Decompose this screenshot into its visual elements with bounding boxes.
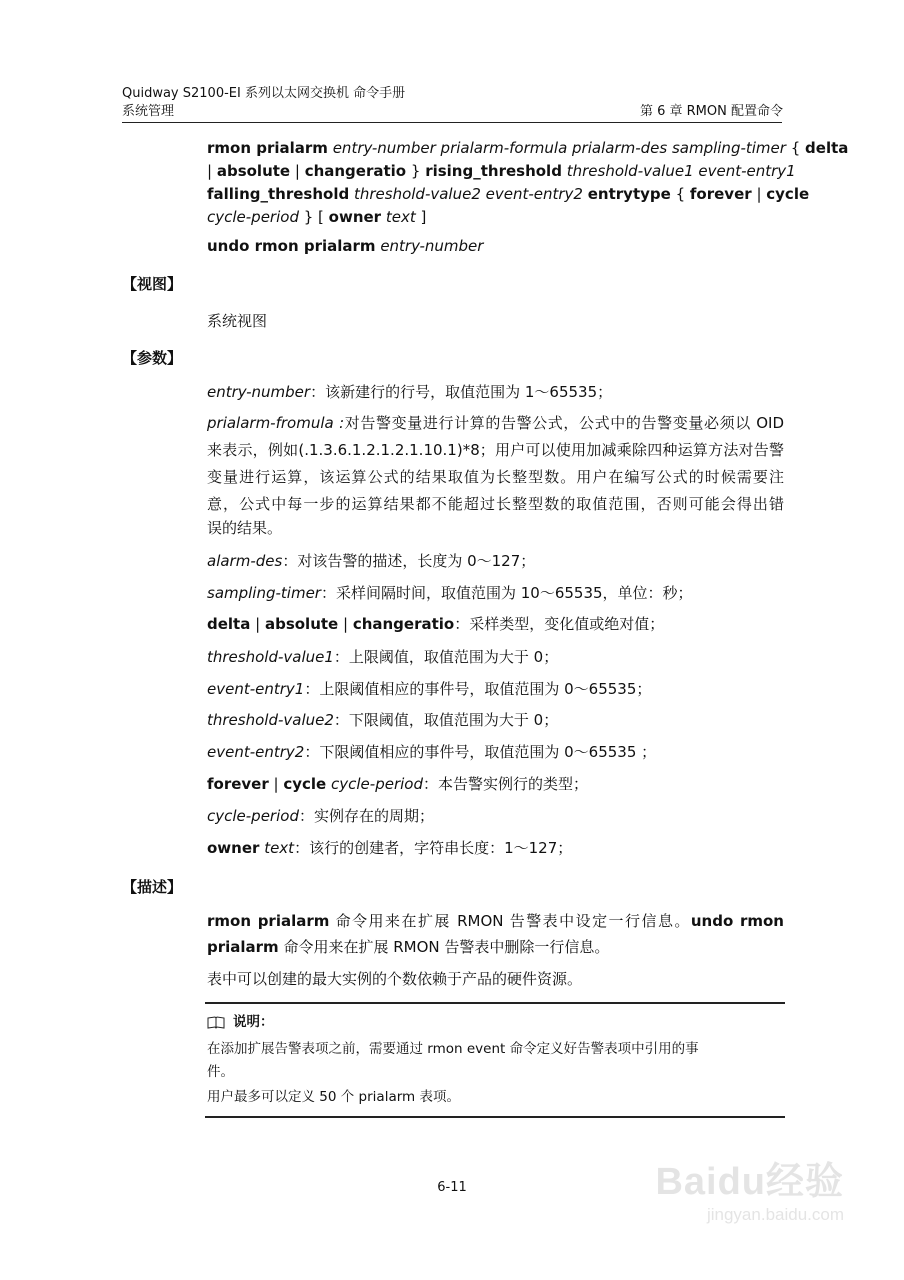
header-divider: [122, 122, 782, 123]
syntax-line-4: [207, 207, 426, 227]
cmd-args: entry-number: [375, 237, 484, 255]
note-line-3: 用户最多可以定义 50 个 prialarm 表项。: [207, 1089, 460, 1105]
param-name: prialarm-fromula :: [207, 414, 345, 432]
doc-section: 系统管理: [122, 104, 175, 119]
cmd-keyword: undo rmon prialarm: [207, 237, 376, 255]
cmd-keyword: rmon prialarm: [207, 139, 328, 157]
note-header: [207, 1013, 274, 1031]
param-sep: |: [268, 775, 284, 793]
param-event-entry1: [207, 679, 651, 699]
note-line-2: 件。: [207, 1064, 234, 1080]
desc-line-1: [207, 911, 784, 931]
param-formula-line-2: 来表示，例如(.1.3.6.1.2.1.2.1.10.1)*8；用户可以使用加减乘除四种运算方法对告警: [207, 441, 784, 459]
cmd-keyword: prialarm: [207, 938, 279, 956]
param-desc: ：该新建行的行号，取值范围为 1～65535；: [310, 383, 613, 401]
cmd-keyword: entrytype: [587, 185, 671, 203]
cmd-keyword: changeratio: [304, 162, 407, 180]
param-name: sampling-timer: [207, 584, 321, 602]
param-name: delta: [207, 615, 251, 633]
cmd-keyword: forever: [689, 185, 752, 203]
param-desc: ：本告警实例行的类型；: [422, 775, 588, 793]
chapter-title: 第 6 章 RMON 配置命令: [639, 104, 783, 119]
desc-text: 命令用来在扩展 RMON 告警表中设定一行信息。: [329, 912, 691, 930]
undo-syntax: [207, 236, 483, 256]
param-name: alarm-des: [207, 552, 283, 570]
param-threshold-value2: [207, 710, 558, 730]
cmd-sep: |: [751, 185, 767, 203]
cmd-keyword: rmon prialarm: [207, 912, 330, 930]
doc-title: Quidway S2100-EI 系列以太网交换机 命令手册: [122, 86, 406, 101]
param-sample-type: [207, 614, 664, 634]
cmd-brace: } [: [298, 208, 329, 226]
param-name: cycle: [283, 775, 327, 793]
cmd-keyword: falling_threshold: [207, 185, 350, 203]
param-desc: ：实例存在的周期；: [298, 807, 434, 825]
cmd-args: cycle-period: [207, 208, 299, 226]
page-number: 6-11: [437, 1180, 467, 1195]
param-owner: [207, 838, 572, 858]
param-name: event-entry2: [207, 743, 305, 761]
note-top-rule: [205, 1002, 785, 1004]
param-name: threshold-value1: [207, 648, 334, 666]
param-desc: ：下限阈值相应的事件号，取值范围为 0～65535 ；: [304, 743, 657, 761]
param-name: absolute: [264, 615, 339, 633]
param-desc: 对告警变量进行计算的告警公式，公式中的告警变量必须以 OID: [344, 414, 784, 432]
section-view-heading: 【视图】: [122, 275, 183, 293]
param-desc: ：对该告警的描述，长度为 0～127；: [282, 552, 536, 570]
section-params-heading: 【参数】: [122, 349, 183, 367]
param-name: cycle-period: [207, 807, 299, 825]
cmd-sep: |: [207, 162, 217, 180]
note-line-1: 在添加扩展告警表项之前，需要通过 rmon event 命令定义好告警表项中引用的事: [207, 1041, 699, 1057]
cmd-args: entry-number prialarm-formula prialarm-des sampling-timer: [327, 139, 786, 157]
param-formula-line-1: [207, 413, 784, 433]
watermark: [655, 1150, 844, 1225]
view-text: 系统视图: [207, 312, 268, 330]
param-desc: ：上限阈值相应的事件号，取值范围为 0～65535；: [304, 680, 652, 698]
cmd-brace: ]: [415, 208, 427, 226]
cmd-sep: |: [290, 162, 305, 180]
param-name: entry-number: [207, 383, 311, 401]
param-name: text: [259, 839, 295, 857]
param-name: changeratio: [352, 615, 455, 633]
watermark-brand: Baidu经验: [655, 1161, 844, 1203]
param-desc: ：采样间隔时间，取值范围为 10～65535，单位：秒；: [320, 584, 693, 602]
syntax-line-2: [207, 161, 796, 181]
param-formula-line-4: 意，公式中每一步的运算结果都不能超过长整型数的取值范围，否则可能会得出错: [207, 495, 784, 513]
syntax-line-1: [207, 138, 849, 158]
param-desc: ：下限阈值，取值范围为大于 0；: [333, 711, 559, 729]
watermark-url: jingyan.baidu.com: [706, 1205, 844, 1224]
syntax-line-3: [207, 184, 810, 204]
param-sampling-timer: [207, 583, 693, 603]
param-entry-number: [207, 382, 612, 402]
param-name: owner: [207, 839, 260, 857]
param-threshold-value1: [207, 647, 558, 667]
param-formula-line-3: 变量进行运算，该运算公式的结果取值为长整型数。用户在编写公式的时候需要注: [207, 468, 784, 486]
desc-line-3: 表中可以创建的最大实例的个数依赖于产品的硬件资源。: [207, 970, 583, 988]
cmd-args: threshold-value1 event-entry1: [561, 162, 796, 180]
param-name: threshold-value2: [207, 711, 334, 729]
cmd-args: text: [381, 208, 416, 226]
param-desc: ：上限阈值，取值范围为大于 0；: [333, 648, 559, 666]
param-cycle-period: [207, 806, 434, 826]
cmd-keyword: delta: [805, 139, 849, 157]
desc-line-2: [207, 937, 609, 957]
param-name: event-entry1: [207, 680, 305, 698]
param-desc: ：该行的创建者，字符串长度：1～127；: [294, 839, 573, 857]
param-formula-line-5: 误的结果。: [207, 519, 283, 537]
param-event-entry2: [207, 742, 656, 762]
cmd-keyword: cycle: [766, 185, 810, 203]
param-sep: |: [338, 615, 353, 633]
cmd-brace: {: [785, 139, 806, 157]
cmd-keyword: owner: [328, 208, 382, 226]
note-title: 说明：: [233, 1014, 274, 1030]
cmd-brace: {: [670, 185, 690, 203]
param-name: cycle-period: [326, 775, 423, 793]
book-icon: [207, 1016, 225, 1029]
section-desc-heading: 【描述】: [122, 878, 183, 896]
param-alarm-des: [207, 551, 535, 571]
cmd-keyword: rising_threshold: [425, 162, 562, 180]
param-sep: |: [250, 615, 265, 633]
cmd-keyword: absolute: [216, 162, 291, 180]
cmd-brace: }: [406, 162, 426, 180]
desc-text: 命令用来在扩展 RMON 告警表中删除一行信息。: [278, 938, 610, 956]
note-bottom-rule: [205, 1116, 785, 1118]
param-name: forever: [207, 775, 269, 793]
cmd-args: threshold-value2 event-entry2: [349, 185, 588, 203]
param-entry-type: [207, 774, 588, 794]
cmd-keyword: undo rmon: [690, 912, 784, 930]
param-desc: ：采样类型，变化值或绝对值；: [454, 615, 665, 633]
